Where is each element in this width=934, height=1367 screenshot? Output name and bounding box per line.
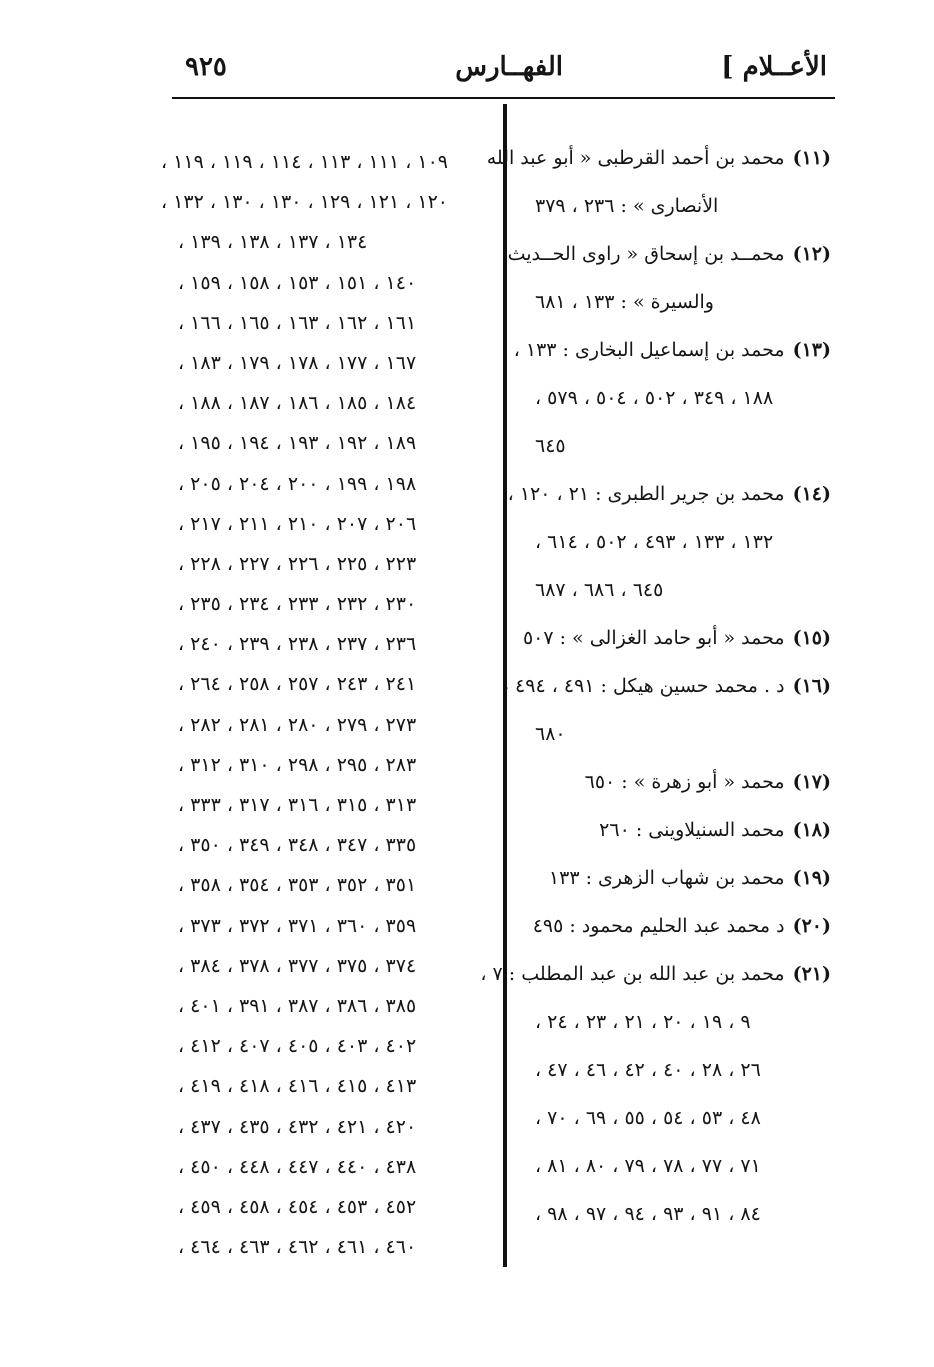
entry-text: محمد « أبو زهرة » : ٦٥٠ [584, 771, 785, 793]
entry-text: محمد بن أحمد القرطبى « أبو عبد الله [486, 147, 785, 169]
entry-text: محمد بن شهاب الزهرى : ١٣٣ [548, 867, 785, 889]
page-reference-line: ١٤٠ ، ١٥١ ، ١٥٣ ، ١٥٨ ، ١٥٩ ، [178, 271, 417, 294]
entry-number: (١٧) [792, 771, 831, 793]
page-reference-line: ٣٥٩ ، ٣٦٠ ، ٣٧١ ، ٣٧٢ ، ٣٧٣ ، [178, 914, 417, 937]
page-reference-line: ٢٤١ ، ٢٤٣ ، ٢٥٧ ، ٢٥٨ ، ٢٦٤ ، [178, 673, 417, 696]
index-entry-continuation: ٢٦ ، ٢٨ ، ٤٠ ، ٤٢ ، ٤٦ ، ٤٧ ، [535, 1059, 761, 1081]
index-entry [486, 143, 831, 191]
page-reference-line: ٢٠٦ ، ٢٠٧ ، ٢١٠ ، ٢١١ ، ٢١٧ ، [178, 512, 417, 535]
page-reference-line: ١٨٤ ، ١٨٥ ، ١٨٦ ، ١٨٧ ، ١٨٨ ، [178, 392, 417, 415]
index-entry [513, 335, 831, 383]
entry-text: محمد بن إسماعيل البخارى : ١٣٣ ، [513, 339, 785, 361]
page-reference-line: ١٦٧ ، ١٧٧ ، ١٧٨ ، ١٧٩ ، ١٨٣ ، [178, 351, 417, 374]
entry-text: محمد بن عبد الله بن عبد المطلب : ٧ ، [480, 963, 785, 985]
page-reference-line: ٤٣٨ ، ٤٤٠ ، ٤٤٧ ، ٤٤٨ ، ٤٥٠ ، [178, 1155, 417, 1178]
page-reference-line: ٤٦٠ ، ٤٦١ ، ٤٦٢ ، ٤٦٣ ، ٤٦٤ ، [178, 1236, 417, 1259]
index-entry [531, 767, 831, 815]
page-reference-line: ٣٧٤ ، ٣٧٥ ، ٣٧٧ ، ٣٧٨ ، ٣٨٤ ، [178, 954, 417, 977]
entry-text: د محمد عبد الحليم محمود : ٤٩٥ [532, 915, 785, 937]
left-column [160, 150, 448, 1275]
entry-number: (١١) [792, 147, 831, 169]
index-entry [531, 911, 831, 959]
entry-number: (١٦) [792, 675, 831, 697]
index-entry-continuation: ٦٤٥ [535, 435, 566, 457]
entry-number: (١٨) [792, 819, 831, 841]
index-entry [480, 959, 831, 1007]
page-reference-line: ٣٣٥ ، ٣٤٧ ، ٣٤٨ ، ٣٤٩ ، ٣٥٠ ، [178, 834, 417, 857]
page-reference-line: ٣٨٥ ، ٣٨٦ ، ٣٨٧ ، ٣٩١ ، ٤٠١ ، [178, 994, 417, 1017]
index-entry-continuation: والسيرة » : ١٣٣ ، ٦٨١ [535, 291, 714, 313]
index-entry [502, 671, 831, 719]
entry-text: محمد بن جرير الطبرى : ٢١ ، ١٢٠ ، [507, 483, 785, 505]
page-reference-line: ٢٧٣ ، ٢٧٩ ، ٢٨٠ ، ٢٨١ ، ٢٨٢ ، [178, 713, 417, 736]
page-reference-line: ١٠٩ ، ١١١ ، ١١٣ ، ١١٤ ، ١١٩ ، ١١٩ ، [160, 151, 448, 173]
page-reference-line: ١٣٤ ، ١٣٧ ، ١٣٨ ، ١٣٩ ، [178, 231, 368, 254]
entry-number: (١٢) [792, 243, 831, 265]
section-title: الفهــارس [455, 52, 563, 82]
entry-number: (١٤) [792, 483, 831, 505]
index-entry [507, 239, 831, 287]
index-entry [531, 863, 831, 911]
index-entry-continuation: ٦٤٥ ، ٦٨٦ ، ٦٨٧ [535, 579, 664, 601]
page-reference-line: ١٨٩ ، ١٩٢ ، ١٩٣ ، ١٩٤ ، ١٩٥ ، [178, 432, 417, 455]
page-reference-line: ١٢٠ ، ١٢١ ، ١٢٩ ، ١٣٠ ، ١٣٠ ، ١٣٢ ، [160, 191, 448, 214]
entry-number: (١٣) [792, 339, 831, 361]
header-rule [172, 97, 835, 99]
index-entry-continuation: ١٨٨ ، ٣٤٩ ، ٥٠٢ ، ٥٠٤ ، ٥٧٩ ، [535, 387, 774, 409]
index-entry [522, 623, 831, 671]
index-entry-continuation: ٨٤ ، ٩١ ، ٩٣ ، ٩٤ ، ٩٧ ، ٩٨ ، [535, 1203, 761, 1225]
index-entry-continuation: ٤٨ ، ٥٣ ، ٥٤ ، ٥٥ ، ٦٩ ، ٧٠ ، [535, 1107, 761, 1129]
page-reference-line: ١٦١ ، ١٦٢ ، ١٦٣ ، ١٦٥ ، ١٦٦ ، [178, 311, 417, 334]
page-number: ٩٢٥ [185, 52, 227, 82]
page-reference-line: ٤٥٢ ، ٤٥٣ ، ٤٥٤ ، ٤٥٨ ، ٤٥٩ ، [178, 1195, 417, 1218]
page-reference-line: ٣١٣ ، ٣١٥ ، ٣١٦ ، ٣١٧ ، ٣٣٣ ، [178, 794, 417, 816]
page-reference-line: ٢٣٠ ، ٢٣٢ ، ٢٣٣ ، ٢٣٤ ، ٢٣٥ ، [178, 593, 417, 616]
entry-text: د . محمد حسين هيكل : ٤٩١ ، ٤٩٤ ، [502, 675, 785, 697]
index-entry-continuation: ٩ ، ١٩ ، ٢٠ ، ٢١ ، ٢٣ ، ٢٤ ، [535, 1011, 751, 1033]
entry-number: (١٩) [792, 867, 831, 889]
index-entry-continuation: الأنصارى » : ٢٣٦ ، ٣٧٩ [535, 195, 719, 217]
page-reference-line: ٣٥١ ، ٣٥٢ ، ٣٥٣ ، ٣٥٤ ، ٣٥٨ ، [178, 874, 417, 897]
index-entry-continuation: ٦٨٠ [535, 723, 566, 745]
page-reference-line: ٤٠٢ ، ٤٠٣ ، ٤٠٥ ، ٤٠٧ ، ٤١٢ ، [178, 1035, 417, 1058]
index-entry-continuation: ١٣٢ ، ١٣٣ ، ٤٩٣ ، ٥٠٢ ، ٦١٤ ، [535, 531, 774, 553]
page-reference-line: ٤١٣ ، ٤١٥ ، ٤١٦ ، ٤١٨ ، ٤١٩ ، [178, 1075, 417, 1098]
page-reference-line: ٢٨٣ ، ٢٩٥ ، ٢٩٨ ، ٣١٠ ، ٣١٢ ، [178, 753, 417, 776]
index-entry-continuation: ٧١ ، ٧٧ ، ٧٨ ، ٧٩ ، ٨٠ ، ٨١ ، [535, 1155, 761, 1177]
entry-number: (٢١) [792, 963, 831, 985]
entry-text: محمد السنيلاوينى : ٢٦٠ [599, 819, 785, 841]
index-entry [507, 479, 831, 527]
page-reference-line: ٤٢٠ ، ٤٢١ ، ٤٣٢ ، ٤٣٥ ، ٤٣٧ ، [178, 1115, 417, 1138]
entry-text: محمد « أبو حامد الغزالى » : ٥٠٧ [522, 627, 785, 649]
index-entry [531, 815, 831, 863]
index-title: الأعــلام ] [721, 52, 827, 82]
entry-number: (١٥) [792, 627, 831, 649]
page-reference-line: ٢٣٦ ، ٢٣٧ ، ٢٣٨ ، ٢٣٩ ، ٢٤٠ ، [178, 633, 417, 656]
right-column [480, 143, 831, 1247]
page-reference-line: ١٩٨ ، ١٩٩ ، ٢٠٠ ، ٢٠٤ ، ٢٠٥ ، [178, 472, 417, 495]
page-reference-line: ٢٢٣ ، ٢٢٥ ، ٢٢٦ ، ٢٢٧ ، ٢٢٨ ، [178, 552, 417, 575]
entry-number: (٢٠) [792, 915, 831, 937]
entry-text: محمــد بن إسحاق « راوى الحــديث [507, 243, 785, 265]
